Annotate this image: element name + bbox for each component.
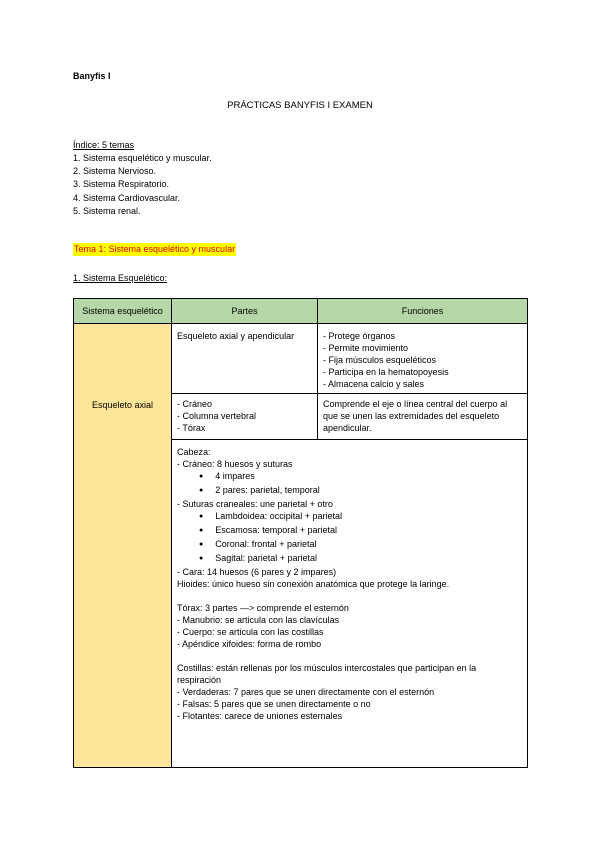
index-item: 4. Sistema Cardiovascular. bbox=[73, 192, 181, 203]
header-cell-partes: Partes bbox=[172, 299, 318, 324]
side-column bbox=[74, 324, 172, 768]
detail-line: Cabeza: bbox=[177, 447, 211, 457]
bullet-item: ● Coronal: frontal + parietal bbox=[177, 538, 522, 552]
detail-line: - Manubrio: se articula con las clavículas bbox=[177, 615, 340, 625]
funcion-item: - Permite movimiento bbox=[323, 343, 409, 353]
bullet-item: ● 4 impares bbox=[177, 470, 522, 484]
bullet-item: ● 2 pares: parietal, temporal bbox=[177, 484, 522, 498]
parte-item: - Tórax bbox=[177, 423, 206, 433]
parte-item: - Cráneo bbox=[177, 399, 213, 409]
detail-line: - Cara: 14 huesos (6 pares y 2 impares) bbox=[177, 567, 337, 577]
cell-partes-general: Esqueleto axial y apendicular bbox=[172, 324, 318, 394]
funcion-item: - Almacena calcio y sales bbox=[323, 379, 425, 389]
header-cell-sistema: Sistema esquelético bbox=[74, 299, 172, 324]
cell-partes-axial bbox=[172, 394, 318, 440]
detail-line: - Falsas: 5 pares que se unen directamente o no bbox=[177, 699, 371, 709]
index-item: 2. Sistema Nervioso. bbox=[73, 166, 157, 177]
bullet-item: ● Lambdoidea: occipital + parietal bbox=[177, 510, 522, 524]
document-header: Banyfis I bbox=[73, 71, 111, 81]
header-cell-funciones: Funciones bbox=[318, 299, 528, 324]
table-row bbox=[74, 324, 528, 394]
table-header-row bbox=[74, 299, 528, 324]
index-item: 5. Sistema renal. bbox=[73, 205, 141, 216]
detail-line: Tórax: 3 partes —> comprende el esternón bbox=[177, 603, 349, 613]
index-item: 1. Sistema esquelético y muscular. bbox=[73, 153, 212, 163]
tema1-heading: Tema 1: Sistema esquelético y muscular bbox=[74, 244, 236, 254]
bullet-item: ● Sagital: parietal + parietal bbox=[177, 552, 522, 566]
index-item: 3. Sistema Respiratorio. bbox=[73, 179, 170, 190]
page-title: PRÁCTICAS BANYFIS I EXAMEN bbox=[227, 100, 373, 111]
detail-cell bbox=[172, 440, 528, 768]
bullet-item: ● Escamosa: temporal + parietal bbox=[177, 524, 522, 538]
section-heading: 1. Sistema Esquelético: bbox=[73, 273, 168, 283]
parte-item: - Columna vertebral bbox=[177, 411, 257, 421]
detail-line: - Cráneo: 8 huesos y suturas bbox=[177, 459, 293, 469]
index-list bbox=[73, 152, 212, 218]
detail-line: Costillas: están rellenas por los músculos intercostales que participan en la respiración bbox=[177, 663, 477, 685]
cell-funciones-axial: Comprende el eje o línea central del cuerpo al que se unen las extremidades del esqueleto apendicular. bbox=[318, 394, 528, 440]
index-heading: Índice: 5 temas bbox=[73, 140, 135, 150]
detail-line: - Verdaderas: 7 pares que se unen directamente con el esternón bbox=[177, 687, 435, 697]
detail-line: - Flotantes: carece de uniones esternales bbox=[177, 711, 343, 721]
detail-line: - Suturas craneales: une parietal + otro bbox=[177, 499, 333, 509]
detail-line: - Cuerpo: se articula con las costillas bbox=[177, 627, 324, 637]
cell-funciones-general bbox=[318, 324, 528, 394]
axial-label: Esqueleto axial bbox=[91, 400, 154, 410]
skeletal-table bbox=[73, 298, 528, 768]
funcion-item: - Participa en la hematopoyesis bbox=[323, 367, 449, 377]
detail-line: - Apéndice xifoides: forma de rombo bbox=[177, 639, 322, 649]
detail-line: Hioides: único hueso sin conexión anatómica que protege la laringe. bbox=[177, 579, 450, 589]
funcion-item: - Fija músculos esqueléticos bbox=[323, 355, 437, 365]
funcion-item: - Protege órganos bbox=[323, 331, 396, 341]
